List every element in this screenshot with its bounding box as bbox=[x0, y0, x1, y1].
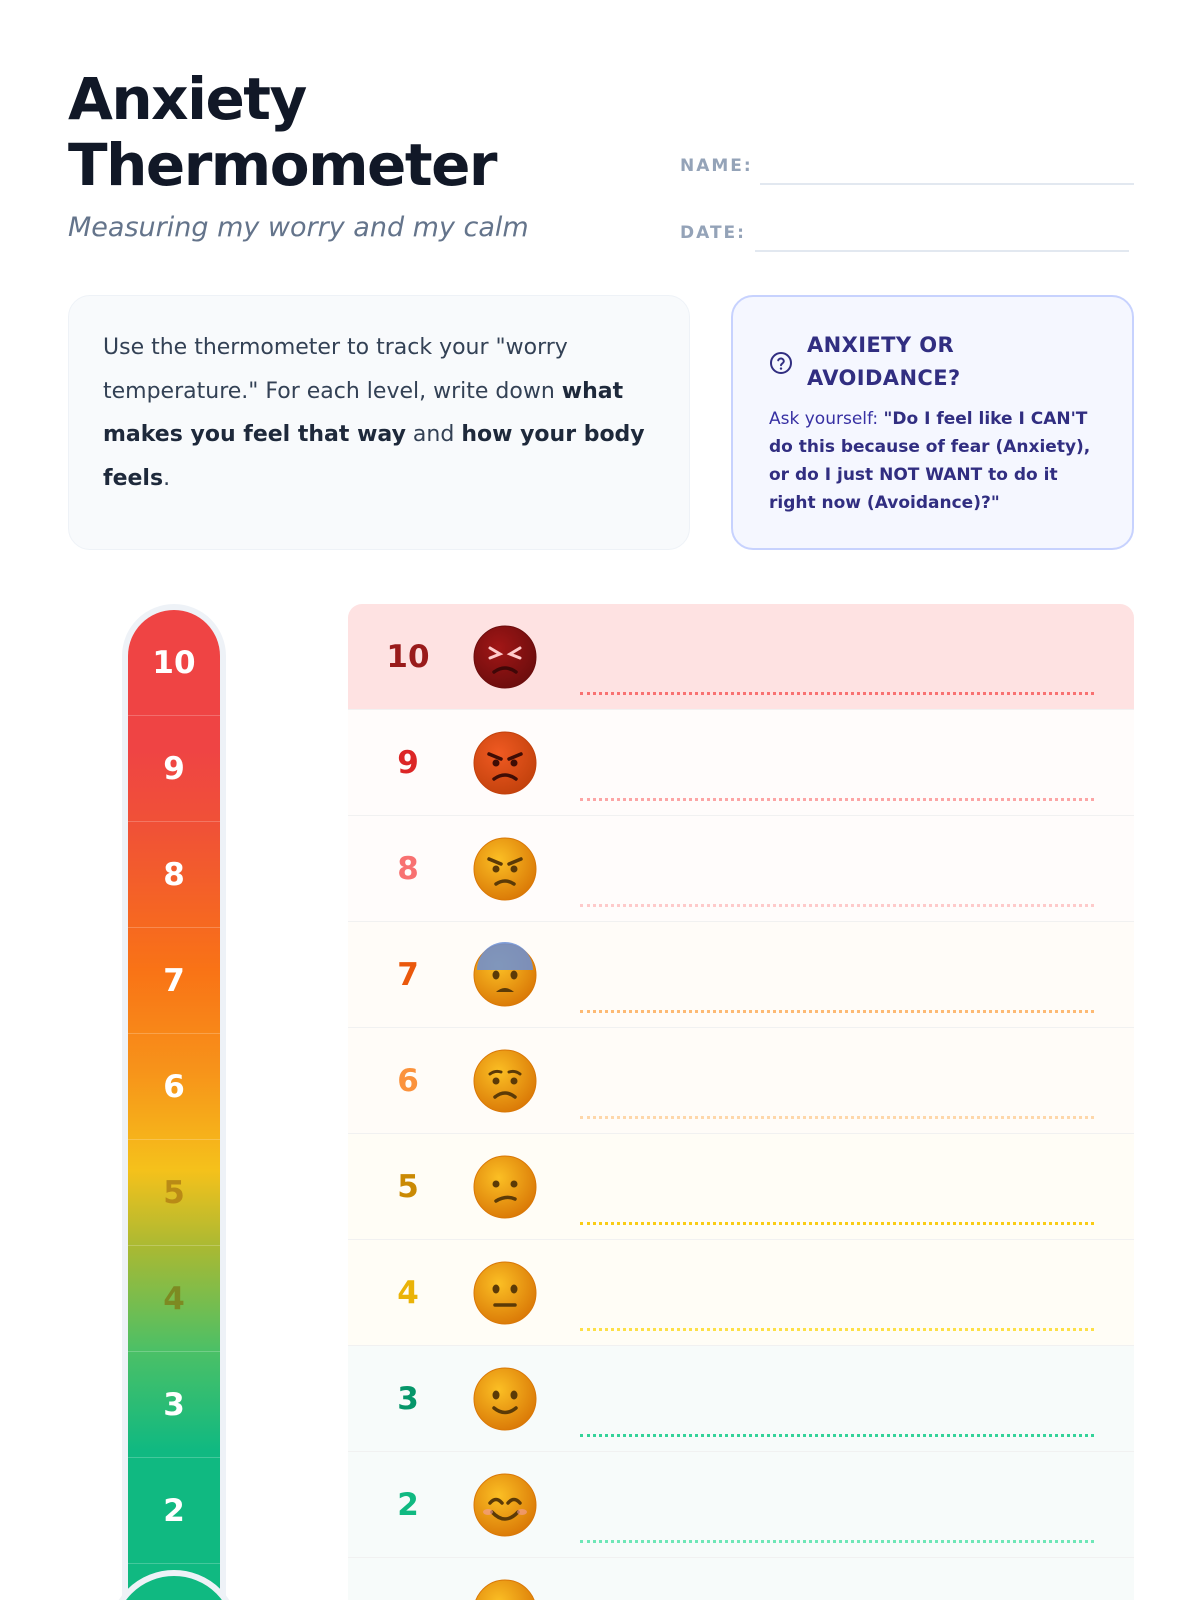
row-level-number: 7 bbox=[397, 957, 419, 993]
row-level-number: 5 bbox=[397, 1169, 419, 1205]
slight-smile-face-icon bbox=[472, 1366, 538, 1432]
level-row-4 bbox=[348, 1240, 1134, 1346]
fearful-face-icon bbox=[472, 942, 538, 1008]
row-writing-line[interactable] bbox=[580, 904, 1094, 907]
tip-title: ANXIETY OR AVOIDANCE? bbox=[807, 333, 961, 390]
row-level-number: 6 bbox=[397, 1063, 419, 1099]
instructions-text: and bbox=[405, 422, 462, 447]
row-writing-line[interactable] bbox=[580, 692, 1094, 695]
date-input-line[interactable] bbox=[755, 250, 1129, 252]
instructions-text: Use the thermometer to track your "worry temperature." For each level, write down bbox=[103, 335, 568, 404]
level-row-5 bbox=[348, 1134, 1134, 1240]
level-row-7 bbox=[348, 922, 1134, 1028]
thermometer-level-7: 7 bbox=[128, 928, 220, 1034]
confused-face-icon bbox=[472, 1154, 538, 1220]
row-writing-line[interactable] bbox=[580, 798, 1094, 801]
row-level-number: 4 bbox=[397, 1275, 419, 1311]
thermometer-level-4: 4 bbox=[128, 1246, 220, 1352]
level-row-2 bbox=[348, 1452, 1134, 1558]
thermometer-level-5: 5 bbox=[128, 1140, 220, 1246]
instructions-bold-trigger: what makes you feel that way bbox=[103, 378, 624, 447]
level-row-8 bbox=[348, 816, 1134, 922]
thermometer-level-3: 3 bbox=[128, 1352, 220, 1458]
annoyed-face-icon bbox=[472, 836, 538, 902]
row-writing-line[interactable] bbox=[580, 1010, 1094, 1013]
thermometer-level-6: 6 bbox=[128, 1034, 220, 1140]
page-subtitle: Measuring my worry and my calm bbox=[68, 212, 529, 243]
worried-face-icon bbox=[472, 1048, 538, 1114]
name-label: NAME: bbox=[680, 156, 753, 176]
tip-lead: Ask yourself: bbox=[769, 409, 884, 429]
instructions-card bbox=[68, 295, 690, 550]
row-level-number: 10 bbox=[386, 639, 430, 675]
thermometer-level-10: 10 bbox=[128, 610, 220, 716]
thermometer-level-9: 9 bbox=[128, 716, 220, 822]
name-input-line[interactable] bbox=[760, 183, 1134, 185]
level-row-6 bbox=[348, 1028, 1134, 1134]
level-row-3 bbox=[348, 1346, 1134, 1452]
angry-face-icon bbox=[472, 730, 538, 796]
row-level-number: 3 bbox=[397, 1381, 419, 1417]
tip-question: "Do I feel like I CAN'T do this because of fear (Anxiety), or do I just NOT WANT to do it right now (Avoidance)?" bbox=[769, 409, 1091, 513]
thermometer-level-2: 2 bbox=[128, 1458, 220, 1564]
happy-face-icon bbox=[472, 1578, 538, 1600]
furious-face-icon bbox=[472, 624, 538, 690]
instructions-text: . bbox=[163, 465, 171, 491]
smiling-face-icon bbox=[472, 1472, 538, 1538]
page-title: Anxiety Thermometer bbox=[68, 65, 497, 199]
level-row-9 bbox=[348, 710, 1134, 816]
levels-table bbox=[348, 604, 1134, 1600]
level-row-10 bbox=[348, 604, 1134, 710]
neutral-face-icon bbox=[472, 1260, 538, 1326]
row-writing-line[interactable] bbox=[580, 1116, 1094, 1119]
row-writing-line[interactable] bbox=[580, 1540, 1094, 1543]
row-level-number: 9 bbox=[397, 745, 419, 781]
question-circle-icon bbox=[769, 351, 793, 375]
instructions-bold-body: how your body feels bbox=[103, 422, 645, 491]
thermometer-tube bbox=[128, 610, 220, 1600]
thermometer-level-8: 8 bbox=[128, 822, 220, 928]
anxiety-avoidance-card bbox=[731, 295, 1134, 550]
date-label: DATE: bbox=[680, 223, 746, 243]
row-level-number: 2 bbox=[397, 1487, 419, 1523]
row-writing-line[interactable] bbox=[580, 1328, 1094, 1331]
tip-body bbox=[769, 405, 1100, 517]
level-row-1 bbox=[348, 1558, 1134, 1600]
row-writing-line[interactable] bbox=[580, 1434, 1094, 1437]
row-writing-line[interactable] bbox=[580, 1222, 1094, 1225]
row-level-number: 8 bbox=[397, 851, 419, 887]
